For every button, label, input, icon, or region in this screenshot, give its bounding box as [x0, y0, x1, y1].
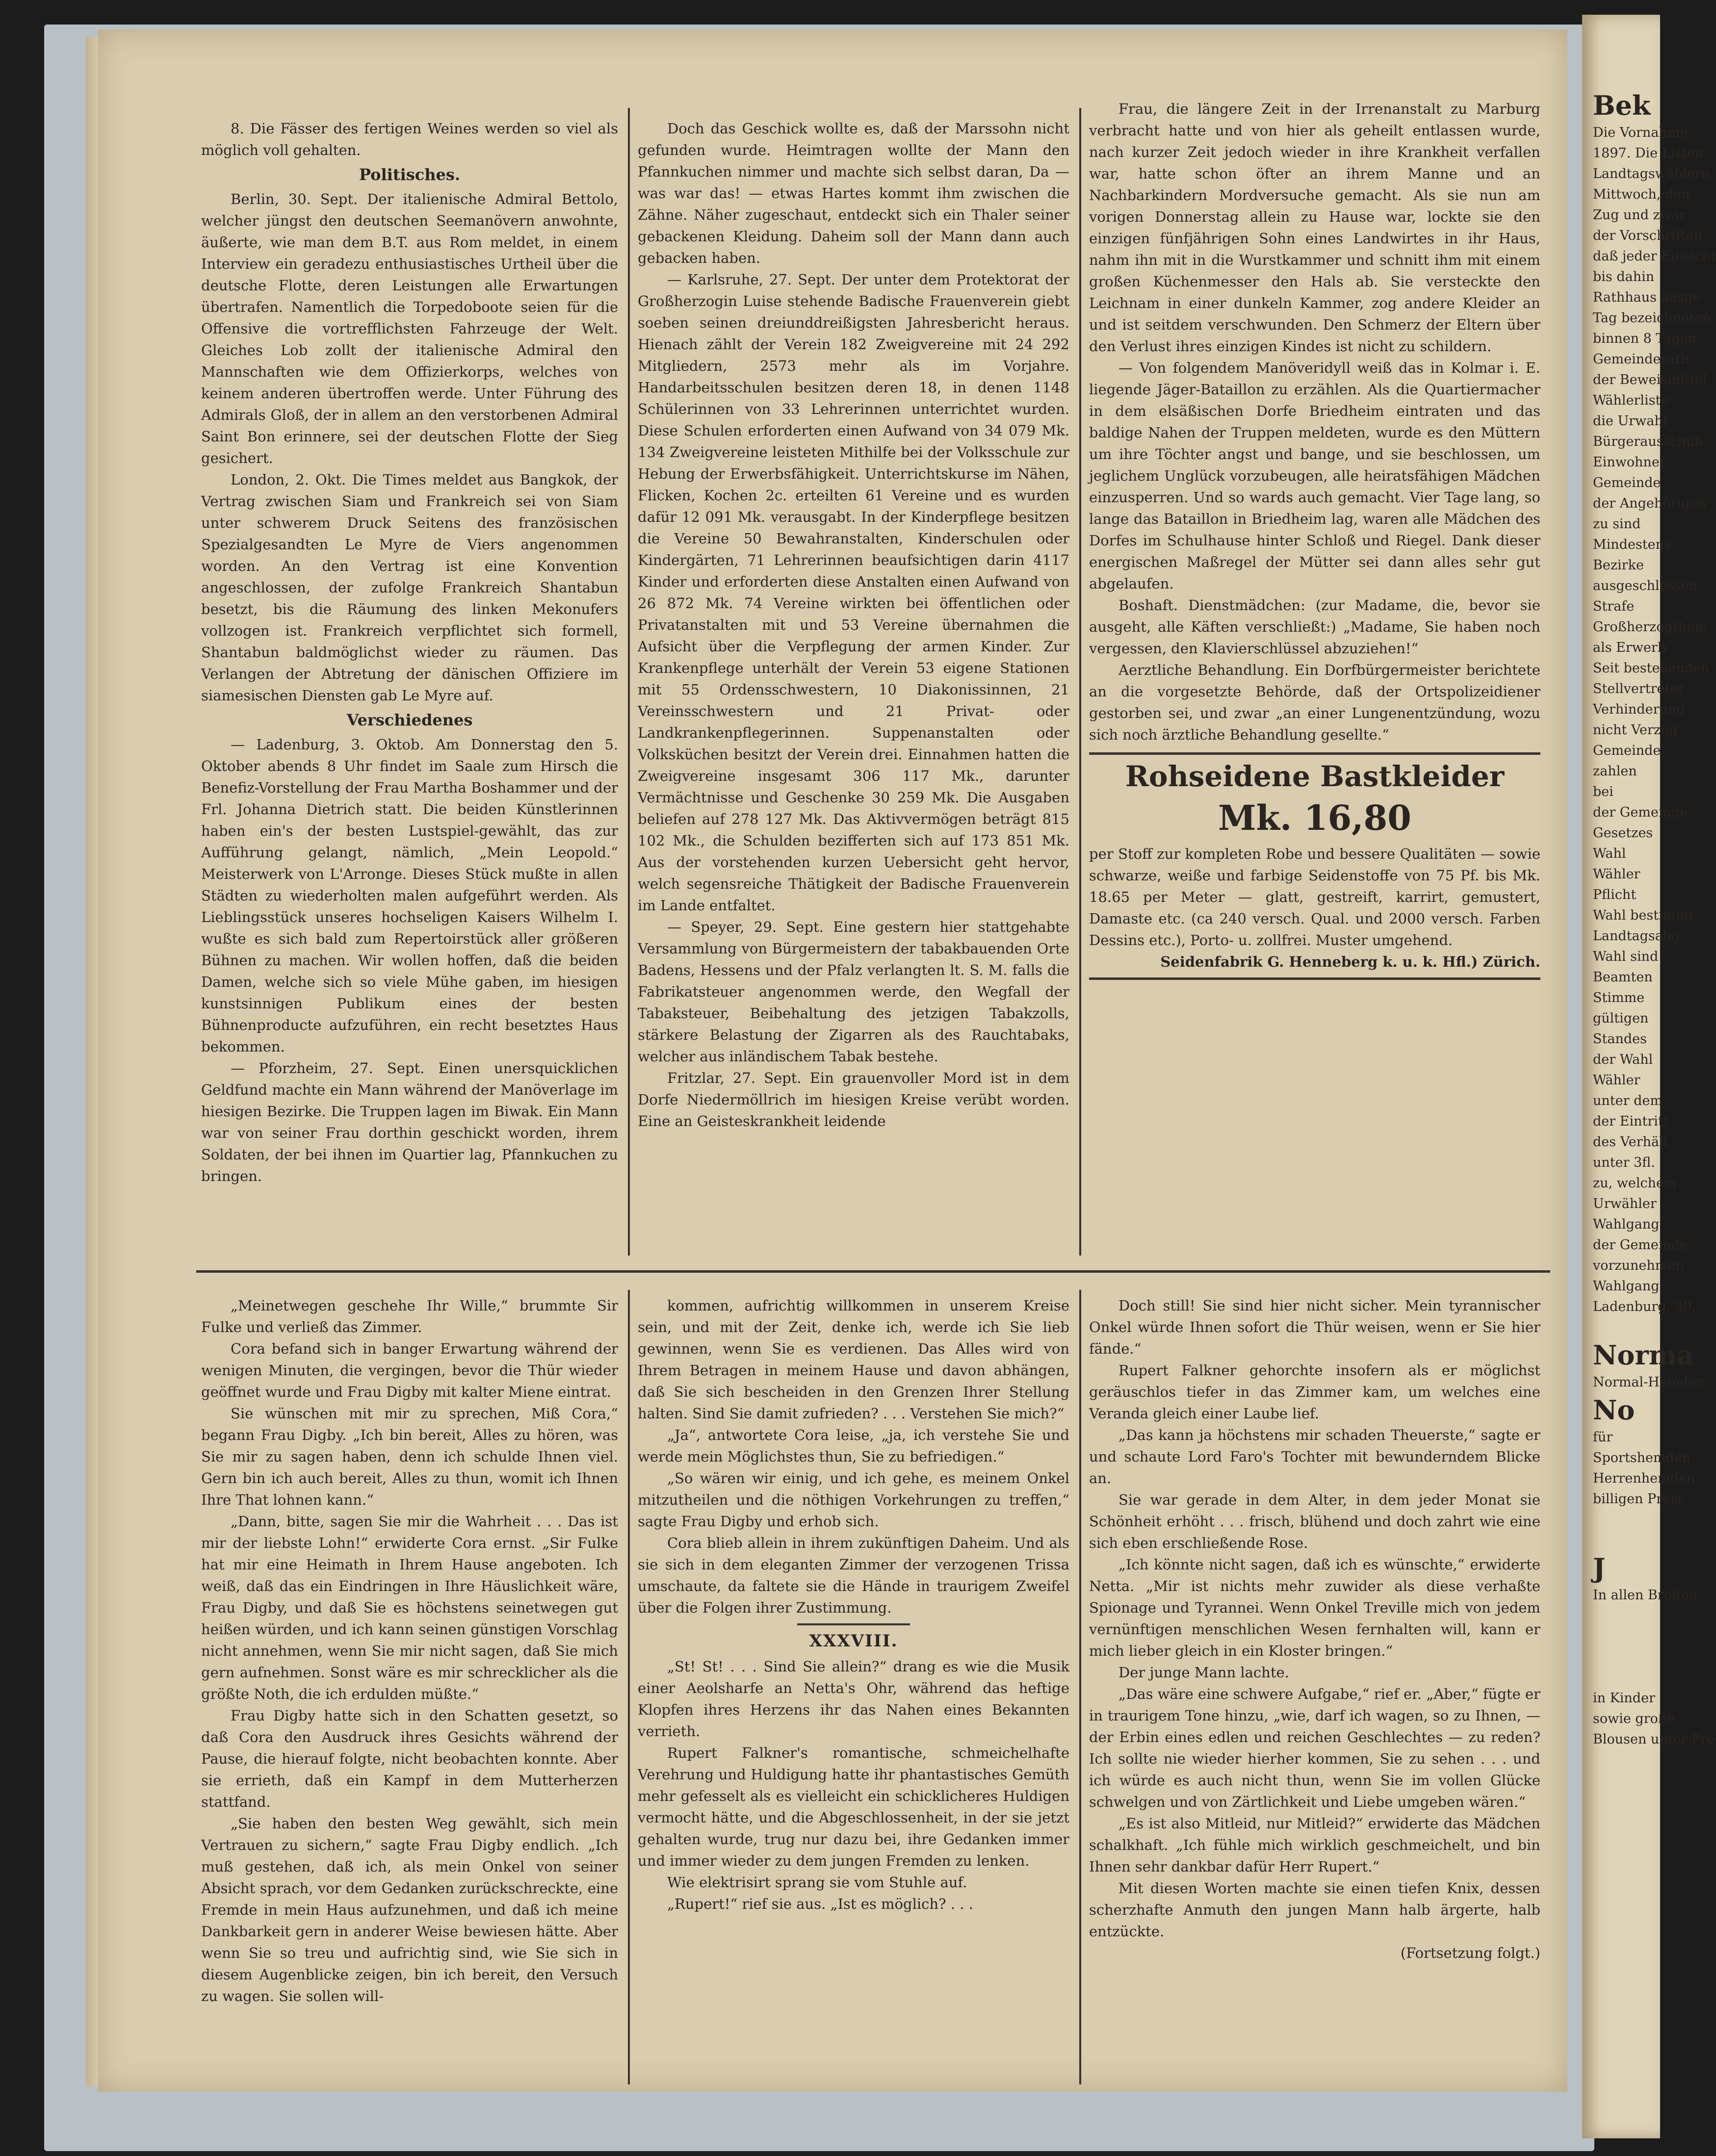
article-paragraph: Rupert Falkner gehorchte insofern als er möglichst geräuschlos tiefer in das Zimmer kam, um welches eine Veranda gleich einer Laube lief. — [1089, 1362, 1540, 1422]
article-paragraph: Sie wünschen mit mir zu sprechen, Miß Cora,“ begann Frau Digby. „Ich bin bereit, Alles zu hören, was Sie mir zu sagen haben, denn ich schulde Ihnen viel. Gern bin ich auch bereit, Alles zu thun, womit ich Ihnen Ihre That lohnen kann.“ — [201, 1405, 618, 1508]
chapter-rule — [797, 1623, 910, 1625]
ad-signature: Seidenfabrik G. Henneberg k. u. k. Hfl.) Zürich. — [1160, 953, 1540, 970]
adjacent-page-line: Wahl — [1593, 846, 1626, 861]
article-paragraph: — Speyer, 29. Sept. Eine gestern hier stattgehabte Versammlung von Bürgermeistern der tabakbauenden Orte Badens, Hessens und der Pfalz verlangten lt. S. M. falls die Fabrikatsteuer angenommen werde, den Wegfall der Tabaksteuer, Beibehaltung des jetzigen Tabakzolls, stärkere Belastung der Zigarren als des Rauchtabaks, welcher aus inländischem Tabak bestehe. — [638, 919, 1069, 1065]
article-paragraph: „Es ist also Mitleid, nur Mitleid?“ erwiderte das Mädchen schalkhaft. „Ich fühle mich wirklich geschmeichelt, und bin Ihnen sehr dankbar dafür Herr Rupert.“ — [1089, 1815, 1540, 1875]
adjacent-page-line: Herrenhemden — [1593, 1471, 1695, 1486]
adjacent-page-line: der Eintritt — [1593, 1114, 1669, 1129]
adjacent-page-line: Wähler — [1593, 1073, 1640, 1088]
adjacent-page-line: Standes — [1593, 1031, 1647, 1047]
top-column-2 — [638, 118, 1069, 1132]
adjacent-page-line: Pflicht — [1593, 887, 1637, 902]
adjacent-page-line: die Urwahl — [1593, 413, 1667, 429]
adjacent-page-line: der Gemeinde — [1593, 1237, 1688, 1253]
adjacent-page-line: daß jeder Einsicht — [1593, 249, 1716, 264]
adjacent-page-line: Bezirke — [1593, 558, 1644, 573]
article-paragraph: „Das wäre eine schwere Aufgabe,“ rief er. „Aber,“ fügte er in traurigem Tone hinzu, „wie, darf ich wagen, so zu Ihnen, — der Erbin eines edlen und reichen Geschlechtes — zu reden? Ich sollte nie wieder hierher kommen, Sie zu sehen . . . und ich würde es auch nicht thun, wenn Sie im vollen Glücke schwelgen und von Zärtlichkeit und Liebe umgeben wären.“ — [1089, 1686, 1540, 1810]
adjacent-page-line: vorzunehmen — [1593, 1258, 1684, 1273]
article-paragraph: Aerztliche Behandlung. Ein Dorfbürgermeister berichtete an die vorgesetzte Behörde, daß der Ortspolizeidiener gestorben sei, und zwar „an einer Lungenentzündung, wozu sich noch ärztliche Behandlung gesellte.“ — [1089, 662, 1540, 743]
article-paragraph: Cora befand sich in banger Erwartung während der wenigen Minuten, die vergingen, bevor die Thür wieder geöffnet wurde und Frau Digby mit kalter Miene eintrat. — [201, 1340, 618, 1400]
adjacent-page-line: Bek — [1593, 90, 1651, 121]
ad-rule-bottom — [1089, 977, 1540, 980]
adjacent-page-line: Gemeinde — [1593, 743, 1661, 758]
adjacent-page-line: 1897. Die Listen — [1593, 146, 1704, 161]
article-paragraph: Boshaft. Dienstmädchen: (zur Madame, die, bevor sie ausgeht, alle Käften verschließt:) „Madame, Sie haben noch vergessen, den Klavierschlüssel abzuziehen!“ — [1089, 597, 1540, 657]
adjacent-page-line: Stimme — [1593, 990, 1645, 1005]
ad-body: per Stoff zur kompleten Robe und bessere Qualitäten — sowie schwarze, weiße und farbige Seidenstoffe von 75 Pf. bis Mk. 18.65 per Meter — glatt, gestreift, karrirt, gemustert, Damaste etc. (ca 240 versch. Qual. und 2000 versch. Farben Dessins etc.), Porto- u. zollfrei. Muster umgehend. — [1089, 846, 1540, 949]
adjacent-page-line — [1593, 1317, 1716, 1338]
adjacent-page-line: nicht Verzug — [1593, 722, 1678, 738]
bottom-column-3 — [1089, 1295, 1540, 1964]
adjacent-page-line: Strafe — [1593, 599, 1635, 614]
adjacent-page-line: Landtagswählern — [1593, 166, 1710, 181]
section-heading: Verschiedenes — [346, 711, 473, 729]
top-column-1 — [201, 118, 618, 1187]
adjacent-page-line: Wahl bestimmt — [1593, 908, 1693, 923]
adjacent-page-line: als Erwerb — [1593, 640, 1666, 655]
article-paragraph: — Pforzheim, 27. Sept. Einen unersquicklichen Geldfund machte ein Mann während der Manöverlage im hiesigen Bezirke. Die Truppen lagen im Biwak. Ein Mann war von seiner Frau dorthin geschickt worden, ihrem Soldaten, der bei ihnen im Quartier lag, Pfannkuchen zu bringen. — [201, 1060, 618, 1184]
adjacent-page-line: No — [1593, 1394, 1635, 1426]
article-paragraph: Berlin, 30. Sept. Der italienische Admiral Bettolo, welcher jüngst den deutschen Seemanövern anwohnte, äußerte, wie man dem B.T. aus Rom meldet, in einem Interview ein geradezu enthusiastisches Urtheil über die deutsche Flotte, deren Leistungen alle Erwartungen übertrafen. Namentlich die Torpedoboote seien für die Offensive die vortrefflichsten Fahrzeuge der Welt. Gleiches Lob zollt der italienische Admiral den Mannschaften wie dem Offizierkorps, welches von keinem anderen übertroffen werde. Unter Führung des Admirals Gloß, der in allem an den verstorbenen Admiral Saint Bon erinnere, sei der deutschen Flotte der Sieg gesichert. — [201, 191, 618, 466]
article-paragraph: „St! St! . . . Sind Sie allein?“ drang es wie die Musik einer Aeolsharfe an Netta's Ohr, während das heftige Klopfen ihres Herzens ihr das Nahen eines Bekannten verrieth. — [638, 1658, 1069, 1740]
adjacent-page-line: Gemeinde — [1593, 475, 1661, 490]
adjacent-page-line: Einwohner — [1593, 455, 1666, 470]
adjacent-page-line: Wählerliste — [1593, 393, 1669, 408]
adjacent-page-line: In allen Breiten — [1593, 1588, 1698, 1603]
adjacent-page-line: Wähler — [1593, 867, 1640, 882]
article-paragraph: — Ladenburg, 3. Oktob. Am Donnerstag den 5. Oktober abends 8 Uhr findet im Saale zum Hirsch die Benefiz-Vorstellung der Frau Martha Boshammer und der Frl. Johanna Dietrich statt. Die beiden Künstlerinnen haben ein's der besten Lustspiel-gewählt, das zur Aufführung gelangt, nämlich, „Mein Leopold.“ Meisterwerk von L'Arronge. Dieses Stück mußte in allen Städten zu wiederholten malen aufgeführt werden. Als Lieblingsstück unseres hochseligen Kaisers Wilhelm I. wußte es sich bald zum Repertoirstück aller größeren Bühnen zu machen. Wir wollen hoffen, daß die beiden Damen, welche sich so viele Mühe gaben, im hiesigen kunstsinnigen Publikum eines der besten Bühnenproducte aufzuführen, ein recht besetztes Haus bekommen. — [201, 736, 618, 1055]
article-paragraph: „So wären wir einig, und ich gehe, es meinem Onkel mitzutheilen und die nöthigen Vorkehrungen zu treffen,“ sagte Frau Digby und erhob sich. — [638, 1470, 1069, 1530]
article-paragraph: Frau, die längere Zeit in der Irrenanstalt zu Marburg verbracht hatte und von hier als geheilt entlassen wurde, nach kurzer Zeit jedoch wieder in ihre Krankheit verfallen war, hatte schon öfter an ihrem Manne und an Nachbarkindern Mordversuche gemacht. Als sie nun am vorigen Donnerstag allein zu Hause war, lockte sie den einzigen fünfjährigen Sohn eines Landwirtes in ihr Haus, nahm ihn mit in die Wurstkammer und schnitt ihm mit einem großen Küchenmesser den Hals ab. Sie versteckte den Leichnam in einer dunkeln Kammer, zog andere Kleider an und ist seitdem verschwunden. Den Schmerz der Eltern über den Verlust ihres einzigen Kindes ist nicht zu schildern. — [1089, 101, 1540, 355]
adjacent-page-line: bis dahin — [1593, 269, 1655, 284]
bottom-column-2 — [638, 1295, 1069, 1915]
adjacent-page-line: sowie große — [1593, 1711, 1675, 1726]
adjacent-page-line: Normal-Hemden — [1593, 1375, 1705, 1390]
adjacent-page-line: Mittwoch, den — [1593, 187, 1690, 202]
adjacent-page-line: Stellvertreter — [1593, 681, 1685, 696]
column-rule-bottom-1 — [628, 1290, 630, 2084]
adjacent-page-line: zahlen — [1593, 764, 1637, 779]
adjacent-page-line: Gesetzes — [1593, 825, 1653, 841]
article-paragraph: London, 2. Okt. Die Times meldet aus Bangkok, der Vertrag zwischen Siam und Frankreich sei von Siam unter schwerem Druck Seitens des französischen Spezialgesandten Le Myre de Viers angenommen worden. An den Vertrag ist eine Konvention angeschlossen, der zufolge Frankreich Shantabun besetzt, bis die Räumung des linken Mekonufers vollzogen ist. Frankreich verpflichtet sich formell, Shantabun baldmöglichst wieder zu räumen. Das Verlangen der Abtretung der dänischen Offiziere im siamesischen Diensten gab Le Myre auf. — [201, 471, 618, 704]
newspaper-page — [98, 29, 1567, 2092]
ad-rule-top — [1089, 752, 1540, 755]
adjacent-page-line — [1593, 1647, 1716, 1668]
adjacent-page-line: bei — [1593, 784, 1613, 799]
adjacent-page-line: Ladenburg, 30. — [1593, 1299, 1696, 1314]
adjacent-page-line: Seit bestehenden — [1593, 661, 1710, 676]
section-heading: Politisches. — [359, 165, 461, 184]
article-paragraph: Der junge Mann lachte. — [1118, 1664, 1289, 1681]
adjacent-page-line: der Gemeinde — [1593, 805, 1688, 820]
article-paragraph: Cora blieb allein in ihrem zukünftigen Daheim. Und als sie sich in dem eleganten Zimmer der verzogenen Trissa umschaute, da faltete sie die Hände in traurigem Zweifel über die Folgen ihrer Zustimmung. — [638, 1535, 1069, 1616]
article-paragraph: „Sie haben den besten Weg gewählt, sich mein Vertrauen zu sichern,“ sagte Frau Digby endlich. „Ich muß gestehen, daß ich, als mein Onkel von seiner Absicht sprach, vor dem Gedanken zurückschreckte, eine Fremde in mein Haus aufzunehmen, und daß ich meine Dankbarkeit gern in anderer Weise bewiesen hätte. Aber wenn Sie so treu und aufrichtig sind, wie Sie sich in diesem Augenblicke zeigen, bin ich bereit, den Versuch zu wagen. Sie sollen will- — [201, 1815, 618, 2004]
adjacent-page-line: Wahlgang — [1593, 1279, 1660, 1294]
adjacent-page-text — [1593, 88, 1716, 1750]
adjacent-page-line: für — [1593, 1430, 1613, 1445]
article-paragraph: — Karlsruhe, 27. Sept. Der unter dem Protektorat der Großherzogin Luise stehende Badische Frauenverein giebt soeben seinen dreiunddreißigsten Jahresbericht heraus. Hienach zählt der Verein 182 Zweigvereine mit 24 292 Mitgliedern, 2573 mehr als im Vorjahre. Handarbeitsschulen besitzen deren 18, in denen 1148 Schülerinnen von 33 Lehrerinnen unterrichtet wurden. Diese Schulen erforderten einen Aufwand von 34 079 Mk. 134 Zweigvereine leisteten Mithilfe bei der Volksschule zur Hebung der Erwerbsfähigkeit. Unterrichtskurse im Nähen, Flicken, Kochen 2c. erteilten 61 Vereine und es wurden dafür 12 091 Mk. verausgabt. In der Kinderpflege besitzen die Vereine 50 Bewahranstalten, Kinderschulen oder Kindergärten, 71 Lehrerinnen beaufsichtigen darin 4117 Kinder und erforderten diese Anstalten einen Aufwand von 26 872 Mk. 74 Vereine wirkten bei öffentlichen oder Privatanstalten mit und 53 Vereine übernahmen die Aufsicht über die Verpflegung der armen Kinder. Zur Krankenpflege unterhält der Verein 53 eigene Stationen mit 55 Ordensschwestern, 10 Diakonissinnen, 21 Vereinsschwestern und 21 Privat- oder Landkrankenpflegerinnen. Suppenanstalten oder Volksküchen besitzt der Verein drei. Einnahmen hatten die Zweigvereine insgesamt 306 117 Mk., darunter Vermächtnisse und Geschenke 30 259 Mk. Die Ausgaben beliefen auf 278 127 Mk. Das Aktivvermögen beträgt 815 102 Mk., die Schulden bezifferten sich auf 173 851 Mk. Aus der vorstehenden kurzen Uebersicht geht hervor, welch segensreiche Thätigkeit der Badische Frauenverein im Lande entfaltet. — [638, 271, 1069, 914]
adjacent-page-line: binnen 8 Tagen — [1593, 331, 1697, 346]
article-paragraph: — Von folgendem Manöveridyll weiß das in Kolmar i. E. liegende Jäger-Bataillon zu erzählen. Als die Quartiermacher in dem elsäßischen Dorfe Briedheim eintraten und das baldige Nahen der Truppen meldeten, wurde es den Müttern um ihre Töchter angst und bange, und sie beschlossen, um jeglichem Unglück vorzubeugen, alle heiratsfähigen Mädchen einzusperren. Und so wards auch gemacht. Vier Tage lang, so lange das Bataillon in Briedheim lag, waren alle Mädchen des Dorfes im Schulhause hinter Schloß und Riegel. Dank dieser energischen Maßregel der Mütter sei dann alles sehr gut abgelaufen. — [1089, 359, 1540, 592]
silk-advertisement — [1089, 757, 1540, 973]
article-paragraph: „Ja“, antwortete Cora leise, „ja, ich verstehe Sie und werde mein Möglichstes thun, Sie zu befriedigen.“ — [638, 1427, 1069, 1465]
continuation-note: (Fortsetzung folgt.) — [1400, 1945, 1540, 1961]
article-paragraph: „Rupert!“ rief sie aus. „Ist es möglich? . . . — [667, 1896, 973, 1912]
adjacent-page-line: Urwähler — [1593, 1196, 1657, 1211]
adjacent-page-line: Wahl sind — [1593, 949, 1659, 964]
adjacent-page-line: Rathhaus ausge — [1593, 290, 1701, 305]
article-paragraph: Doch das Geschick wollte es, daß der Marssohn nicht gefunden wurde. Heimtragen wollte der Mann den Pfannkuchen nimmer und machte sich selbst daran, Da — was war das! — etwas Hartes kommt ihm zwischen die Zähne. Näher zugeschaut, entdeckt sich ein Thaler seiner gebackenen Kleidung. Daheim soll der Mann dann auch gebacken haben. — [638, 120, 1069, 266]
top-column-3 — [1089, 98, 1540, 980]
article-paragraph: Rupert Falkner's romantische, schmeichelhafte Verehrung und Huldigung hatte ihr phantastisches Gemüth mehr gefesselt als es vielleicht ein schicklicheres Huldigen vermocht hätte, und die Abgeschlossenheit, in der sie jetzt gehalten wurde, trug nur dazu bei, ihre Gedanken immer und immer wieder zu dem jungen Fremden zu lenken. — [638, 1745, 1069, 1869]
adjacent-page-line: der Angehörigen — [1593, 496, 1706, 511]
adjacent-page-line: Wahlgang — [1593, 1217, 1660, 1232]
article-paragraph: „Dann, bitte, sagen Sie mir die Wahrheit . . . Das ist mir der liebste Lohn!“ erwiderte Cora ernst. „Sir Fulke hat mir eine Heimath in Ihrem Hause angeboten. Ich weiß, daß das ein Eindringen in Ihre Häuslichkeit wäre, Frau Digby, und daß Sie es höchstens seinetwegen gut heißen würden, und ich kann seinen günstigen Vorschlag nicht annehmen, wenn Sie mir nicht sagen, daß Sie mich gern aufnehmen. Sonst wäre es mir schrecklicher als die größte Noth, die ich erdulden müßte.“ — [201, 1513, 618, 1702]
article-paragraph: Sie war gerade in dem Alter, in dem jeder Monat sie Schönheit erhöht . . . frisch, blühend und doch zahrt wie eine sich eben erschließende Rose. — [1089, 1491, 1540, 1551]
adjacent-page-line: Sportshemden — [1593, 1450, 1691, 1465]
chapter-number: XXXVIII. — [809, 1631, 898, 1651]
column-rule-bottom-2 — [1079, 1290, 1081, 2084]
adjacent-page-line — [1593, 1626, 1716, 1647]
ad-price: Mk. 16,80 — [1218, 797, 1411, 838]
ad-title: Rohseidene Bastkleider — [1125, 760, 1505, 793]
article-paragraph: Frau Digby hatte sich in den Schatten gesetzt, so daß Cora den Ausdruck ihres Gesichts während der Pause, die hierauf folgte, nicht beobachten konnte. Aber sie errieth, daß ein Kampf in dem Mutterherzen stattfand. — [201, 1707, 618, 1810]
adjacent-page-line: gültigen — [1593, 1011, 1649, 1026]
adjacent-page-line: Bürgerausschuß — [1593, 434, 1704, 449]
bottom-column-1 — [201, 1295, 618, 2007]
article-paragraph: kommen, aufrichtig willkommen in unserem Kreise sein, und mit der Zeit, denke ich, werde ich Sie lieb gewinnen, wenn Sie es verdienen. Das Alles wird von Ihrem Betragen in meinem Hause und davon abhängen, daß Sie sich bescheiden in den Grenzen Ihrer Stellung halten. Sind Sie damit zufrieden? . . . Verstehen Sie mich?“ — [638, 1297, 1069, 1422]
adjacent-page-line: Beamten — [1593, 970, 1653, 985]
adjacent-page-line — [1593, 1510, 1716, 1530]
adjacent-page-line: des Verhält — [1593, 1134, 1669, 1150]
adjacent-page-line: Mindestens — [1593, 537, 1671, 552]
adjacent-page-line: Norma — [1593, 1339, 1694, 1371]
adjacent-page-line — [1593, 1668, 1716, 1688]
adjacent-page-line — [1593, 1606, 1716, 1626]
section-divider — [196, 1270, 1550, 1273]
adjacent-page-line: Blousen unter Pre — [1593, 1732, 1715, 1747]
article-paragraph: „Das kann ja höchstens mir schaden Theuerste,“ sagte er und schaute Lord Faro's Tochter mit bewunderndem Blicke an. — [1089, 1427, 1540, 1487]
adjacent-page-line: Verhinderung — [1593, 702, 1685, 717]
adjacent-page-line: Zug und zwar — [1593, 207, 1686, 223]
adjacent-page-line: zu sind — [1593, 516, 1641, 532]
adjacent-page-line: der Beweismittel — [1593, 372, 1707, 387]
adjacent-page-line: Landtagsabg. — [1593, 928, 1685, 944]
article-paragraph: Wie elektrisirt sprang sie vom Stuhle auf. — [667, 1874, 967, 1891]
top-column-3-text — [1089, 98, 1540, 745]
article-paragraph: 8. Die Fässer des fertigen Weines werden so viel als möglich voll gehalten. — [201, 120, 618, 158]
adjacent-page-line: in Kinder — [1593, 1691, 1655, 1706]
adjacent-page-line: billigen Preis. — [1593, 1491, 1686, 1507]
article-paragraph: Mit diesen Worten machte sie einen tiefen Knix, dessen scherzhafte Anmuth den jungen Mann halb ärgerte, halb entzückte. — [1089, 1880, 1540, 1940]
adjacent-page-line: Tag bezeichneten — [1593, 310, 1711, 326]
column-rule-top-2 — [1079, 108, 1081, 1256]
adjacent-page-line: der Vorschriften — [1593, 228, 1703, 243]
article-paragraph: „Ich könnte nicht sagen, daß ich es wünschte,“ erwiderte Netta. „Mir ist nichts mehr zuwider als diese verhaßte Spionage und Tyrannei. Wenn Onkel Treville mich von jedem vernünftigen menschlichen Wesen fernhalten will, kann er mich lieber gleich in ein Kloster bringen.“ — [1089, 1556, 1540, 1659]
adjacent-page-line: J — [1593, 1552, 1606, 1584]
adjacent-page-line: unter dem — [1593, 1093, 1663, 1108]
article-paragraph: „Meinetwegen geschehe Ihr Wille,“ brummte Sir Fulke und verließ das Zimmer. — [201, 1297, 618, 1335]
adjacent-page-line: unter 3fl. — [1593, 1155, 1655, 1170]
article-paragraph: Doch still! Sie sind hier nicht sicher. Mein tyrannischer Onkel würde Ihnen sofort die Thür weisen, wenn er Sie hier fände.“ — [1089, 1297, 1540, 1357]
adjacent-page-line: der Wahl — [1593, 1052, 1653, 1067]
adjacent-page-line — [1593, 1530, 1716, 1551]
adjacent-page-line: Großherzogthum — [1593, 619, 1708, 635]
adjacent-page-strip — [1582, 15, 1716, 2138]
article-paragraph: Fritzlar, 27. Sept. Ein grauenvoller Mord ist in dem Dorfe Niedermöllrich im hiesigen Kreise verübt worden. Eine an Geisteskrankheit leidende — [638, 1070, 1069, 1129]
column-rule-top-1 — [628, 108, 630, 1256]
adjacent-page-line: ausgeschlossen — [1593, 578, 1697, 593]
adjacent-page-line: zu, welchem — [1593, 1176, 1677, 1191]
adjacent-page-line: Die Vornahme — [1593, 125, 1688, 140]
adjacent-page-line: Gemeinderath — [1593, 352, 1689, 367]
